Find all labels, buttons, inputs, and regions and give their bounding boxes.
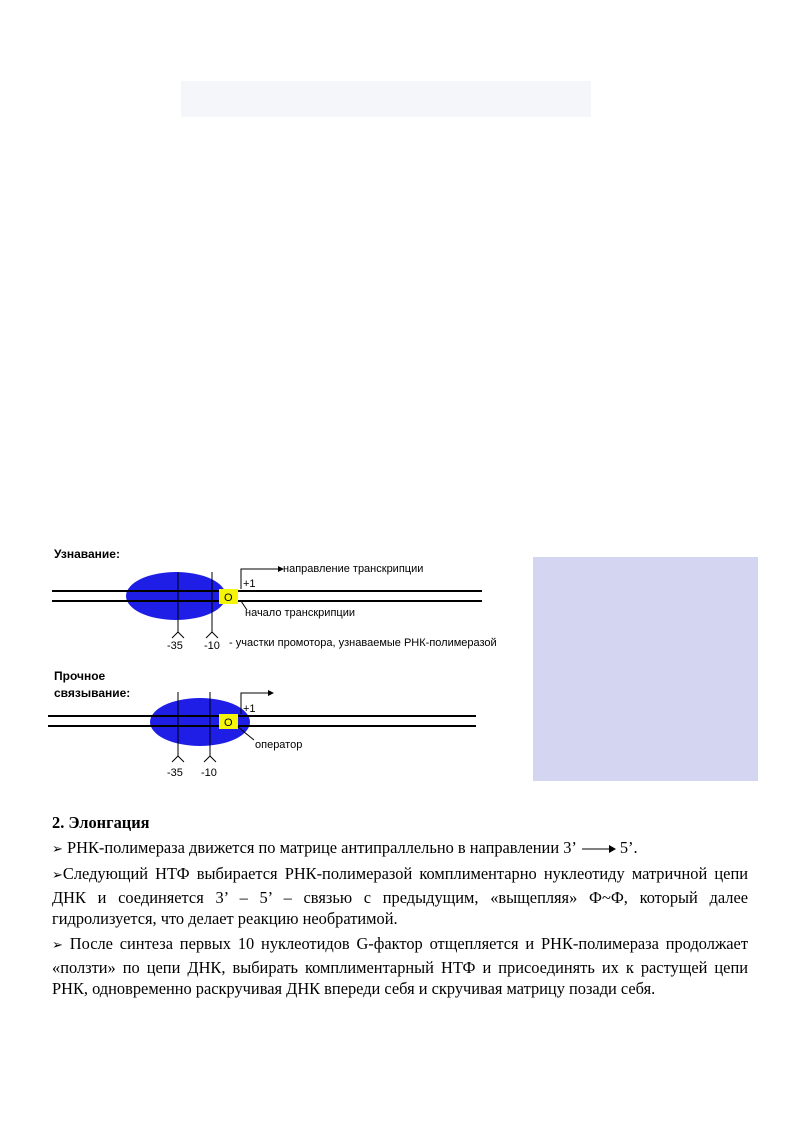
fork-icon [204, 756, 216, 762]
paragraph-2 [52, 863, 748, 930]
start-label: начало транскрипции [245, 607, 355, 619]
plus-one-label-1: +1 [243, 578, 256, 590]
paragraph-3 [52, 933, 748, 1000]
promoter-note: - участки промотора, узнаваемые РНК-полимеразой [229, 637, 497, 649]
recognition-heading: Узнавание: [54, 547, 120, 561]
binding-heading-line2: связывание: [54, 686, 131, 700]
operator-label: оператор [255, 739, 303, 751]
fork-icon [172, 632, 184, 638]
direction-label: направление транскрипции [283, 563, 424, 575]
minus35-label-2: -35 [167, 767, 183, 779]
paragraph-1-text: РНК-полимераза движется по матрице антипраллельно в направлении 3’ [67, 837, 576, 857]
minus10-label-1: -10 [204, 640, 220, 652]
bullet-arrow-icon: ➢ [52, 868, 63, 884]
minus10-label-2: -10 [201, 767, 217, 779]
operator-box-label-2: О [224, 717, 233, 729]
fork-icon [206, 632, 218, 638]
section-heading: 2. Элонгация [52, 813, 150, 832]
paragraph-1-suffix: 5’. [619, 837, 638, 857]
paragraph-1 [52, 837, 748, 861]
top-blank-band [181, 81, 591, 117]
bullet-arrow-icon: ➢ [52, 937, 63, 953]
plus-one-label-2: +1 [243, 703, 256, 715]
paragraph-3-text: После синтеза первых 10 нуклеотидов G-фактор отщепляется и РНК-полимераза продолжает «ползти» по цепи ДНК, выбирать комплиментарный НТФ и присоединять их к растущей цепи РНК, одновременно раскручивая ДНК впереди себя и скручивая матрицу позади себя. [52, 933, 748, 999]
fork-icon [172, 756, 184, 762]
bullet-arrow-icon: ➢ [52, 841, 63, 857]
arrowhead-icon [268, 690, 274, 696]
transcription-initiation-diagram [0, 530, 540, 795]
side-color-panel [533, 557, 758, 781]
binding-heading-line1: Прочное [54, 669, 106, 683]
paragraph-2-text: Следующий НТФ выбирается РНК-полимеразой комплиментарно нуклеотиду матричной цепи ДНК и соединяется 3’ – 5’ – связью с предыдущим, «выщепляя» Ф~Ф, который далее гидролизуется, что делает реакцию необратимой. [52, 864, 748, 929]
rna-polymerase-recognition [126, 572, 226, 620]
operator-box-label-1: О [224, 592, 233, 604]
right-arrow-icon [580, 844, 616, 854]
body-text [52, 812, 748, 1003]
minus35-label-1: -35 [167, 640, 183, 652]
